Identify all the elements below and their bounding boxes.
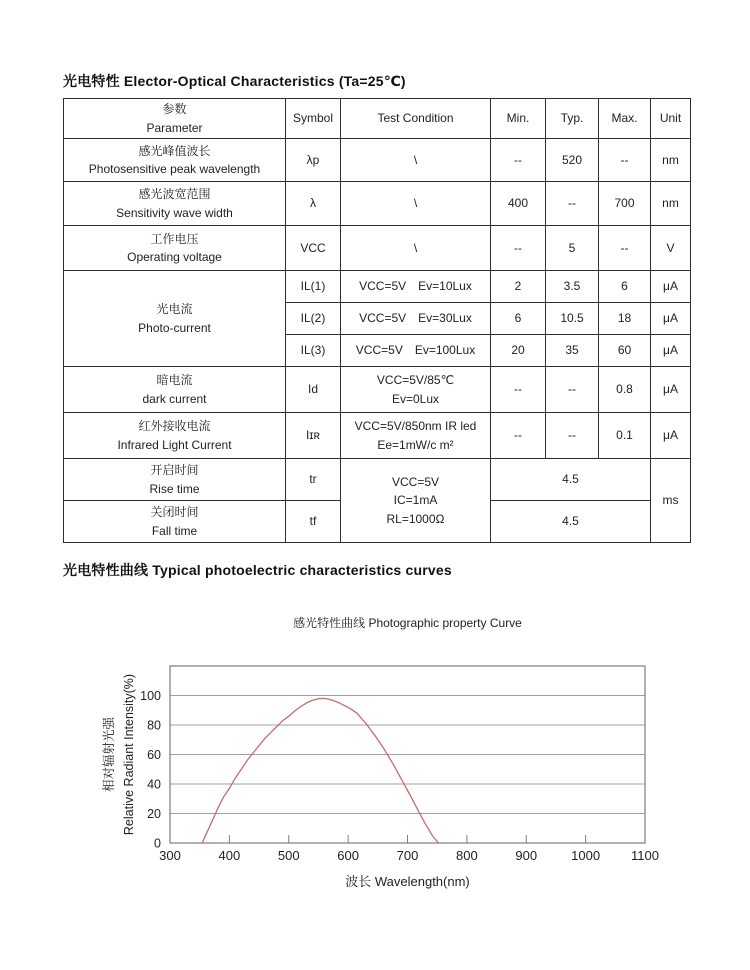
typ-cell: 520 xyxy=(546,139,599,182)
unit-cell: μA xyxy=(651,303,691,335)
symbol-cell: VCC xyxy=(286,226,341,271)
test-line3: RL=1000Ω xyxy=(386,511,445,526)
unit-cell: μA xyxy=(651,413,691,459)
min-cell: 20 xyxy=(491,335,546,367)
symbol-cell: IL(3) xyxy=(286,335,341,367)
symbol-cell: IL(2) xyxy=(286,303,341,335)
section-title-electro-optical: 光电特性 Elector-Optical Characteristics (Ta=25℃) xyxy=(63,73,406,89)
header-parameter xyxy=(64,99,286,139)
row-operating-voltage xyxy=(64,226,691,271)
typ-cell: 35 xyxy=(546,335,599,367)
test-cell: \ xyxy=(341,182,491,226)
y-axis-label-en: Relative Radiant Intensity(%) xyxy=(122,673,136,836)
test-cell xyxy=(341,367,491,413)
header-parameter-zh: 参数 xyxy=(162,102,187,116)
param-en: Photo-current xyxy=(138,320,211,335)
spectral-response-chart xyxy=(0,638,750,908)
unit-cell: μA xyxy=(651,335,691,367)
test-cell: VCC=5V Ev=30Lux xyxy=(341,303,491,335)
test-cell: VCC=5V Ev=100Lux xyxy=(341,335,491,367)
param-zh: 工作电压 xyxy=(150,231,199,246)
response-curve xyxy=(202,698,438,843)
x-tick-label: 300 xyxy=(159,848,181,863)
unit-cell: μA xyxy=(651,367,691,413)
param-en: Sensitivity wave width xyxy=(116,205,233,220)
y-tick-label: 100 xyxy=(140,689,161,703)
row-rise-time xyxy=(64,459,691,501)
header-max: Max. xyxy=(599,99,651,139)
param-cell xyxy=(64,413,286,459)
x-tick-label: 600 xyxy=(337,848,359,863)
row-infrared-current xyxy=(64,413,691,459)
min-cell: -- xyxy=(491,367,546,413)
param-zh: 感光峰值波长 xyxy=(138,143,211,158)
row-peak-wavelength xyxy=(64,139,691,182)
value-cell-fall: 4.5 xyxy=(491,501,651,543)
electro-optical-table xyxy=(63,98,691,543)
param-en: Infrared Light Current xyxy=(117,437,232,452)
symbol-cell: Id xyxy=(286,367,341,413)
y-tick-label: 40 xyxy=(147,777,161,792)
unit-cell: nm xyxy=(651,139,691,182)
min-cell: -- xyxy=(491,413,546,459)
row-wave-width xyxy=(64,182,691,226)
test-cell: \ xyxy=(341,139,491,182)
max-cell: 700 xyxy=(599,182,651,226)
test-line2: Ev=0Lux xyxy=(391,391,440,406)
x-tick-label: 700 xyxy=(396,848,419,863)
x-tick-label: 400 xyxy=(218,848,241,863)
param-en: dark current xyxy=(142,391,207,406)
param-en: Rise time xyxy=(149,481,200,496)
param-zh: 红外接收电流 xyxy=(138,419,211,434)
y-tick-label: 0 xyxy=(154,836,161,851)
x-tick-label: 900 xyxy=(515,848,538,863)
max-cell: 0.1 xyxy=(599,413,651,459)
param-cell xyxy=(64,226,286,271)
row-photo-current-1 xyxy=(64,271,691,303)
symbol-cell: IL(1) xyxy=(286,271,341,303)
test-line1: VCC=5V/850nm IR led xyxy=(354,419,477,434)
x-tick-label: 500 xyxy=(277,848,300,863)
typ-cell: -- xyxy=(546,367,599,413)
param-cell xyxy=(64,501,286,543)
typ-cell: -- xyxy=(546,413,599,459)
param-en: Operating voltage xyxy=(127,250,222,265)
param-cell-photo-current xyxy=(64,271,286,367)
symbol-cell: λp xyxy=(286,139,341,182)
y-tick-label: 20 xyxy=(147,807,161,821)
header-symbol: Symbol xyxy=(286,99,341,139)
value-cell-rise: 4.5 xyxy=(491,459,651,501)
min-cell: 2 xyxy=(491,271,546,303)
row-dark-current xyxy=(64,367,691,413)
symbol-cell: tr xyxy=(286,459,341,501)
min-cell: -- xyxy=(491,226,546,271)
typ-cell: 3.5 xyxy=(546,271,599,303)
param-cell xyxy=(64,367,286,413)
max-cell: 0.8 xyxy=(599,367,651,413)
param-zh: 光电流 xyxy=(156,302,193,317)
test-cell-rise-fall xyxy=(341,459,491,543)
param-en: Photosensitive peak wavelength xyxy=(88,162,261,177)
param-cell xyxy=(64,182,286,226)
min-cell: 6 xyxy=(491,303,546,335)
symbol-cell: Iɪʀ xyxy=(286,413,341,459)
x-axis-label: 波长 Wavelength(nm) xyxy=(345,874,470,889)
unit-cell-time: ms xyxy=(651,459,691,543)
symbol-cell: λ xyxy=(286,182,341,226)
max-cell: 60 xyxy=(599,335,651,367)
param-en: Fall time xyxy=(151,523,198,538)
param-cell xyxy=(64,139,286,182)
typ-cell: -- xyxy=(546,182,599,226)
min-cell: -- xyxy=(491,139,546,182)
param-zh: 感光波宽范围 xyxy=(138,187,211,202)
param-zh: 暗电流 xyxy=(156,373,193,388)
x-tick-label: 1100 xyxy=(631,848,659,863)
max-cell: 18 xyxy=(599,303,651,335)
symbol-cell: tf xyxy=(286,501,341,543)
test-cell xyxy=(341,413,491,459)
x-tick-label: 800 xyxy=(456,848,478,863)
y-axis-label-zh: 相对辐射光强 xyxy=(102,716,116,793)
unit-cell: μA xyxy=(651,271,691,303)
min-cell: 400 xyxy=(491,182,546,226)
typ-cell: 10.5 xyxy=(546,303,599,335)
header-unit: Unit xyxy=(651,99,691,139)
header-typ: Typ. xyxy=(546,99,599,139)
test-line1: VCC=5V xyxy=(391,474,440,489)
test-line2: IC=1mA xyxy=(393,493,438,508)
param-zh: 关闭时间 xyxy=(150,505,199,520)
header-test-condition: Test Condition xyxy=(341,99,491,139)
y-tick-label: 80 xyxy=(147,718,161,733)
y-tick-label: 60 xyxy=(147,748,161,762)
test-line1: VCC=5V/85℃ xyxy=(376,373,455,388)
x-tick-label: 1000 xyxy=(571,848,601,863)
typ-cell: 5 xyxy=(546,226,599,271)
test-cell: \ xyxy=(341,226,491,271)
max-cell: 6 xyxy=(599,271,651,303)
test-cell: VCC=5V Ev=10Lux xyxy=(341,271,491,303)
header-parameter-en: Parameter xyxy=(146,120,203,135)
header-min: Min. xyxy=(491,99,546,139)
max-cell: -- xyxy=(599,139,651,182)
chart-title: 感光特性曲线 Photographic property Curve xyxy=(293,616,522,630)
section-title-curves: 光电特性曲线 Typical photoelectric characteristics curves xyxy=(63,562,452,578)
max-cell: -- xyxy=(599,226,651,271)
param-cell xyxy=(64,459,286,501)
unit-cell: V xyxy=(651,226,691,271)
unit-cell: nm xyxy=(651,182,691,226)
test-line2: Ee=1mW/c m² xyxy=(377,437,454,452)
table-header-row xyxy=(64,99,691,139)
param-zh: 开启时间 xyxy=(150,463,199,478)
